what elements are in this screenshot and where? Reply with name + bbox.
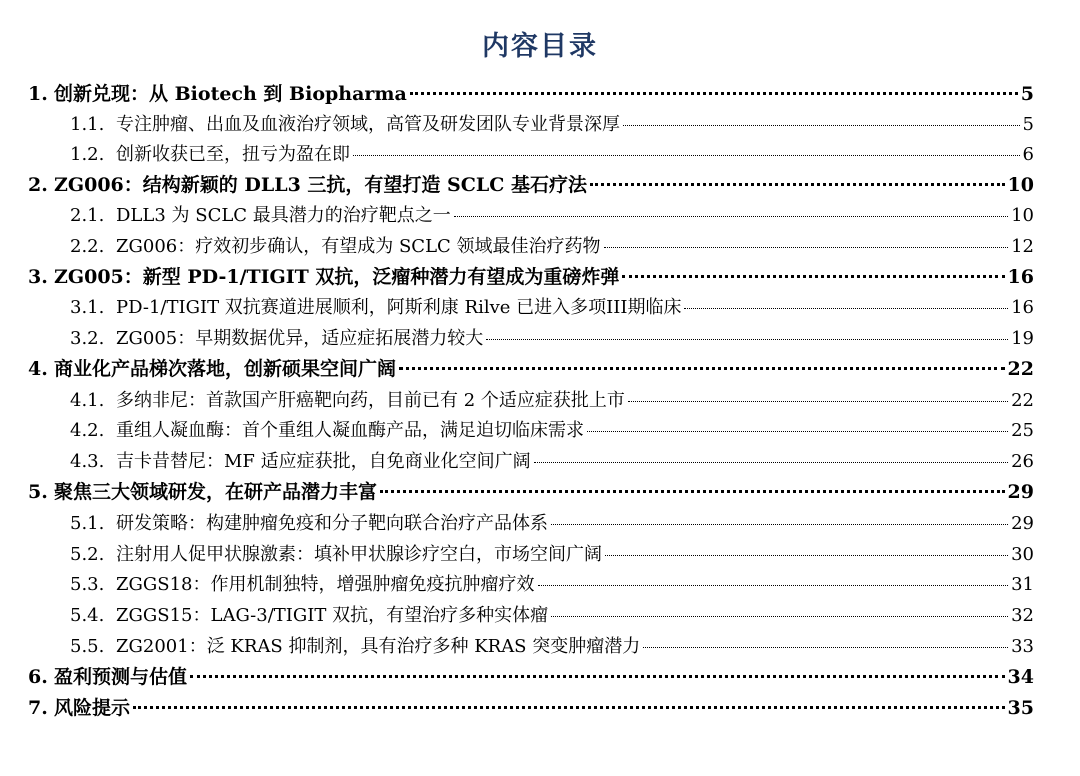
toc-entry-title: 重组人凝血酶：首个重组人凝血酶产品，满足迫切临床需求	[116, 420, 584, 441]
toc-entry-title: 风险提示	[54, 697, 131, 719]
toc-entry-number: 5.5.	[70, 636, 105, 657]
toc-entry-title: 专注肿瘤、出血及血液治疗领域，高管及研发团队专业背景深厚	[116, 114, 620, 135]
toc-entry-page: 29	[1011, 513, 1034, 534]
toc-entry-title: 盈利预测与估值	[54, 666, 188, 688]
toc-entry-page: 19	[1011, 328, 1034, 349]
toc-entry[interactable]	[70, 385, 1034, 416]
toc-entry-page: 26	[1011, 451, 1034, 472]
toc-entry-number: 5.3.	[70, 574, 105, 595]
toc-entry-number: 5.2.	[70, 544, 105, 565]
dot-leader	[628, 400, 1008, 402]
toc-entry-title: 多纳非尼：首款国产肝癌靶向药，目前已有 2 个适应症获批上市	[116, 390, 625, 411]
toc-entry[interactable]	[70, 631, 1034, 662]
toc-entry[interactable]	[70, 292, 1034, 323]
dot-leader	[623, 124, 1020, 126]
toc-entry[interactable]	[70, 569, 1034, 600]
toc-entry[interactable]	[70, 600, 1034, 631]
dot-leader	[587, 430, 1008, 432]
toc-entry-page: 22	[1007, 358, 1034, 380]
toc-entry-page: 6	[1022, 144, 1034, 165]
toc-entry-number: 3.2.	[70, 328, 105, 349]
toc-entry-title: 吉卡昔替尼：MF 适应症获批，自免商业化空间广阔	[116, 451, 531, 472]
toc-entry-page: 5	[1020, 83, 1034, 105]
toc-entry-title: 聚焦三大领域研发，在研产品潜力丰富	[54, 481, 378, 503]
toc-entry-page: 10	[1011, 205, 1034, 226]
toc-entry[interactable]	[28, 262, 1034, 293]
toc-entry-number: 1.1.	[70, 114, 105, 135]
toc-entry-title: ZG005：早期数据优异，适应症拓展潜力较大	[116, 328, 484, 349]
toc-entry-number: 2.2.	[70, 236, 105, 257]
toc-entry-number: 7.	[28, 697, 48, 719]
toc-entry-page: 33	[1011, 636, 1034, 657]
toc-entry-page: 22	[1011, 390, 1034, 411]
toc-entry-number: 5.1.	[70, 513, 105, 534]
dot-leader	[534, 461, 1008, 463]
toc-entry-title: ZGGS15：LAG-3/TIGIT 双抗，有望治疗多种实体瘤	[116, 605, 549, 626]
toc-entry-page: 34	[1007, 666, 1034, 688]
toc-entry-title: PD-1/TIGIT 双抗赛道进展顺利，阿斯利康 Rilve 已进入多项III期临床	[116, 297, 682, 318]
toc-entry-title: 研发策略：构建肿瘤免疫和分子靶向联合治疗产品体系	[116, 513, 548, 534]
dot-leader	[538, 584, 1009, 586]
toc-entry-number: 4.2.	[70, 420, 105, 441]
toc-entry-title: 创新收获已至，扭亏为盈在即	[116, 144, 350, 165]
toc-entry-number: 5.4.	[70, 605, 105, 626]
toc-entry-number: 1.2.	[70, 144, 105, 165]
toc-entry-title: ZG006：结构新颖的 DLL3 三抗，有望打造 SCLC 基石疗法	[54, 174, 587, 196]
dot-leader	[486, 338, 1008, 340]
toc-entry-number: 4.3.	[70, 451, 105, 472]
toc-entry-number: 3.	[28, 266, 48, 288]
dot-leader	[622, 274, 1004, 278]
toc-entry[interactable]	[70, 446, 1034, 477]
toc-entry-title: 商业化产品梯次落地，创新硕果空间广阔	[54, 358, 397, 380]
toc-entry-page: 12	[1011, 236, 1034, 257]
toc-entry[interactable]	[28, 693, 1034, 724]
toc-entry-number: 3.1.	[70, 297, 105, 318]
toc-entry-page: 10	[1007, 174, 1034, 196]
toc-entry-title: 创新兑现：从 Biotech 到 Biopharma	[54, 83, 407, 105]
dot-leader	[551, 523, 1008, 525]
toc-entry-page: 32	[1011, 605, 1034, 626]
toc-entry-page: 16	[1007, 266, 1034, 288]
toc-entry-title: 注射用人促甲状腺激素：填补甲状腺诊疗空白，市场空间广阔	[116, 544, 602, 565]
toc-entry[interactable]	[28, 477, 1034, 508]
dot-leader	[133, 705, 1005, 709]
toc-entry-page: 29	[1007, 481, 1034, 503]
toc-entry-page: 30	[1011, 544, 1034, 565]
toc-entry[interactable]	[28, 662, 1034, 693]
toc-entry-number: 2.	[28, 174, 48, 196]
toc-entry[interactable]	[70, 200, 1034, 231]
dot-leader	[590, 182, 1005, 186]
dot-leader	[380, 489, 1005, 493]
toc-entry[interactable]	[70, 415, 1034, 446]
toc-entry-title: ZGGS18：作用机制独特，增强肿瘤免疫抗肿瘤疗效	[116, 574, 535, 595]
page-title: 内容目录	[482, 31, 598, 62]
toc-entry-title: ZG2001：泛 KRAS 抑制剂，具有治疗多种 KRAS 突变肿瘤潜力	[116, 636, 641, 657]
toc-entry-number: 2.1.	[70, 205, 105, 226]
toc-entry[interactable]	[28, 79, 1034, 110]
toc-entry-number: 1.	[28, 83, 48, 105]
toc-entry-title: ZG006：疗效初步确认，有望成为 SCLC 领域最佳治疗药物	[116, 236, 601, 257]
toc-entry[interactable]	[28, 354, 1034, 385]
toc-entry-title: ZG005：新型 PD-1/TIGIT 双抗，泛瘤种潜力有望成为重磅炸弹	[54, 266, 620, 288]
dot-leader	[604, 246, 1009, 248]
toc-entry-page: 5	[1022, 114, 1034, 135]
toc-entry[interactable]	[70, 231, 1034, 262]
dot-leader	[190, 674, 1005, 678]
toc-entry-number: 5.	[28, 481, 48, 503]
toc-entry[interactable]	[70, 508, 1034, 539]
toc-entry[interactable]	[70, 139, 1034, 170]
toc-entry-title: DLL3 为 SCLC 最具潜力的治疗靶点之一	[116, 205, 451, 226]
toc-entry-number: 4.	[28, 358, 48, 380]
toc-entry-number: 6.	[28, 666, 48, 688]
toc-entry-page: 25	[1011, 420, 1034, 441]
dot-leader	[399, 366, 1005, 370]
toc-entry[interactable]	[28, 170, 1034, 201]
dot-leader	[684, 307, 1008, 309]
toc-entry-page: 16	[1011, 297, 1034, 318]
dot-leader	[643, 646, 1008, 648]
dot-leader	[605, 554, 1008, 556]
dot-leader	[353, 154, 1020, 156]
toc-entry[interactable]	[70, 109, 1034, 140]
toc-entry[interactable]	[70, 323, 1034, 354]
toc-entry-page: 31	[1011, 574, 1034, 595]
dot-leader	[551, 615, 1008, 617]
dot-leader	[410, 91, 1018, 95]
toc-entry-page: 35	[1007, 697, 1034, 719]
toc-entry[interactable]	[70, 539, 1034, 570]
toc-entry-number: 4.1.	[70, 390, 105, 411]
dot-leader	[454, 215, 1008, 217]
